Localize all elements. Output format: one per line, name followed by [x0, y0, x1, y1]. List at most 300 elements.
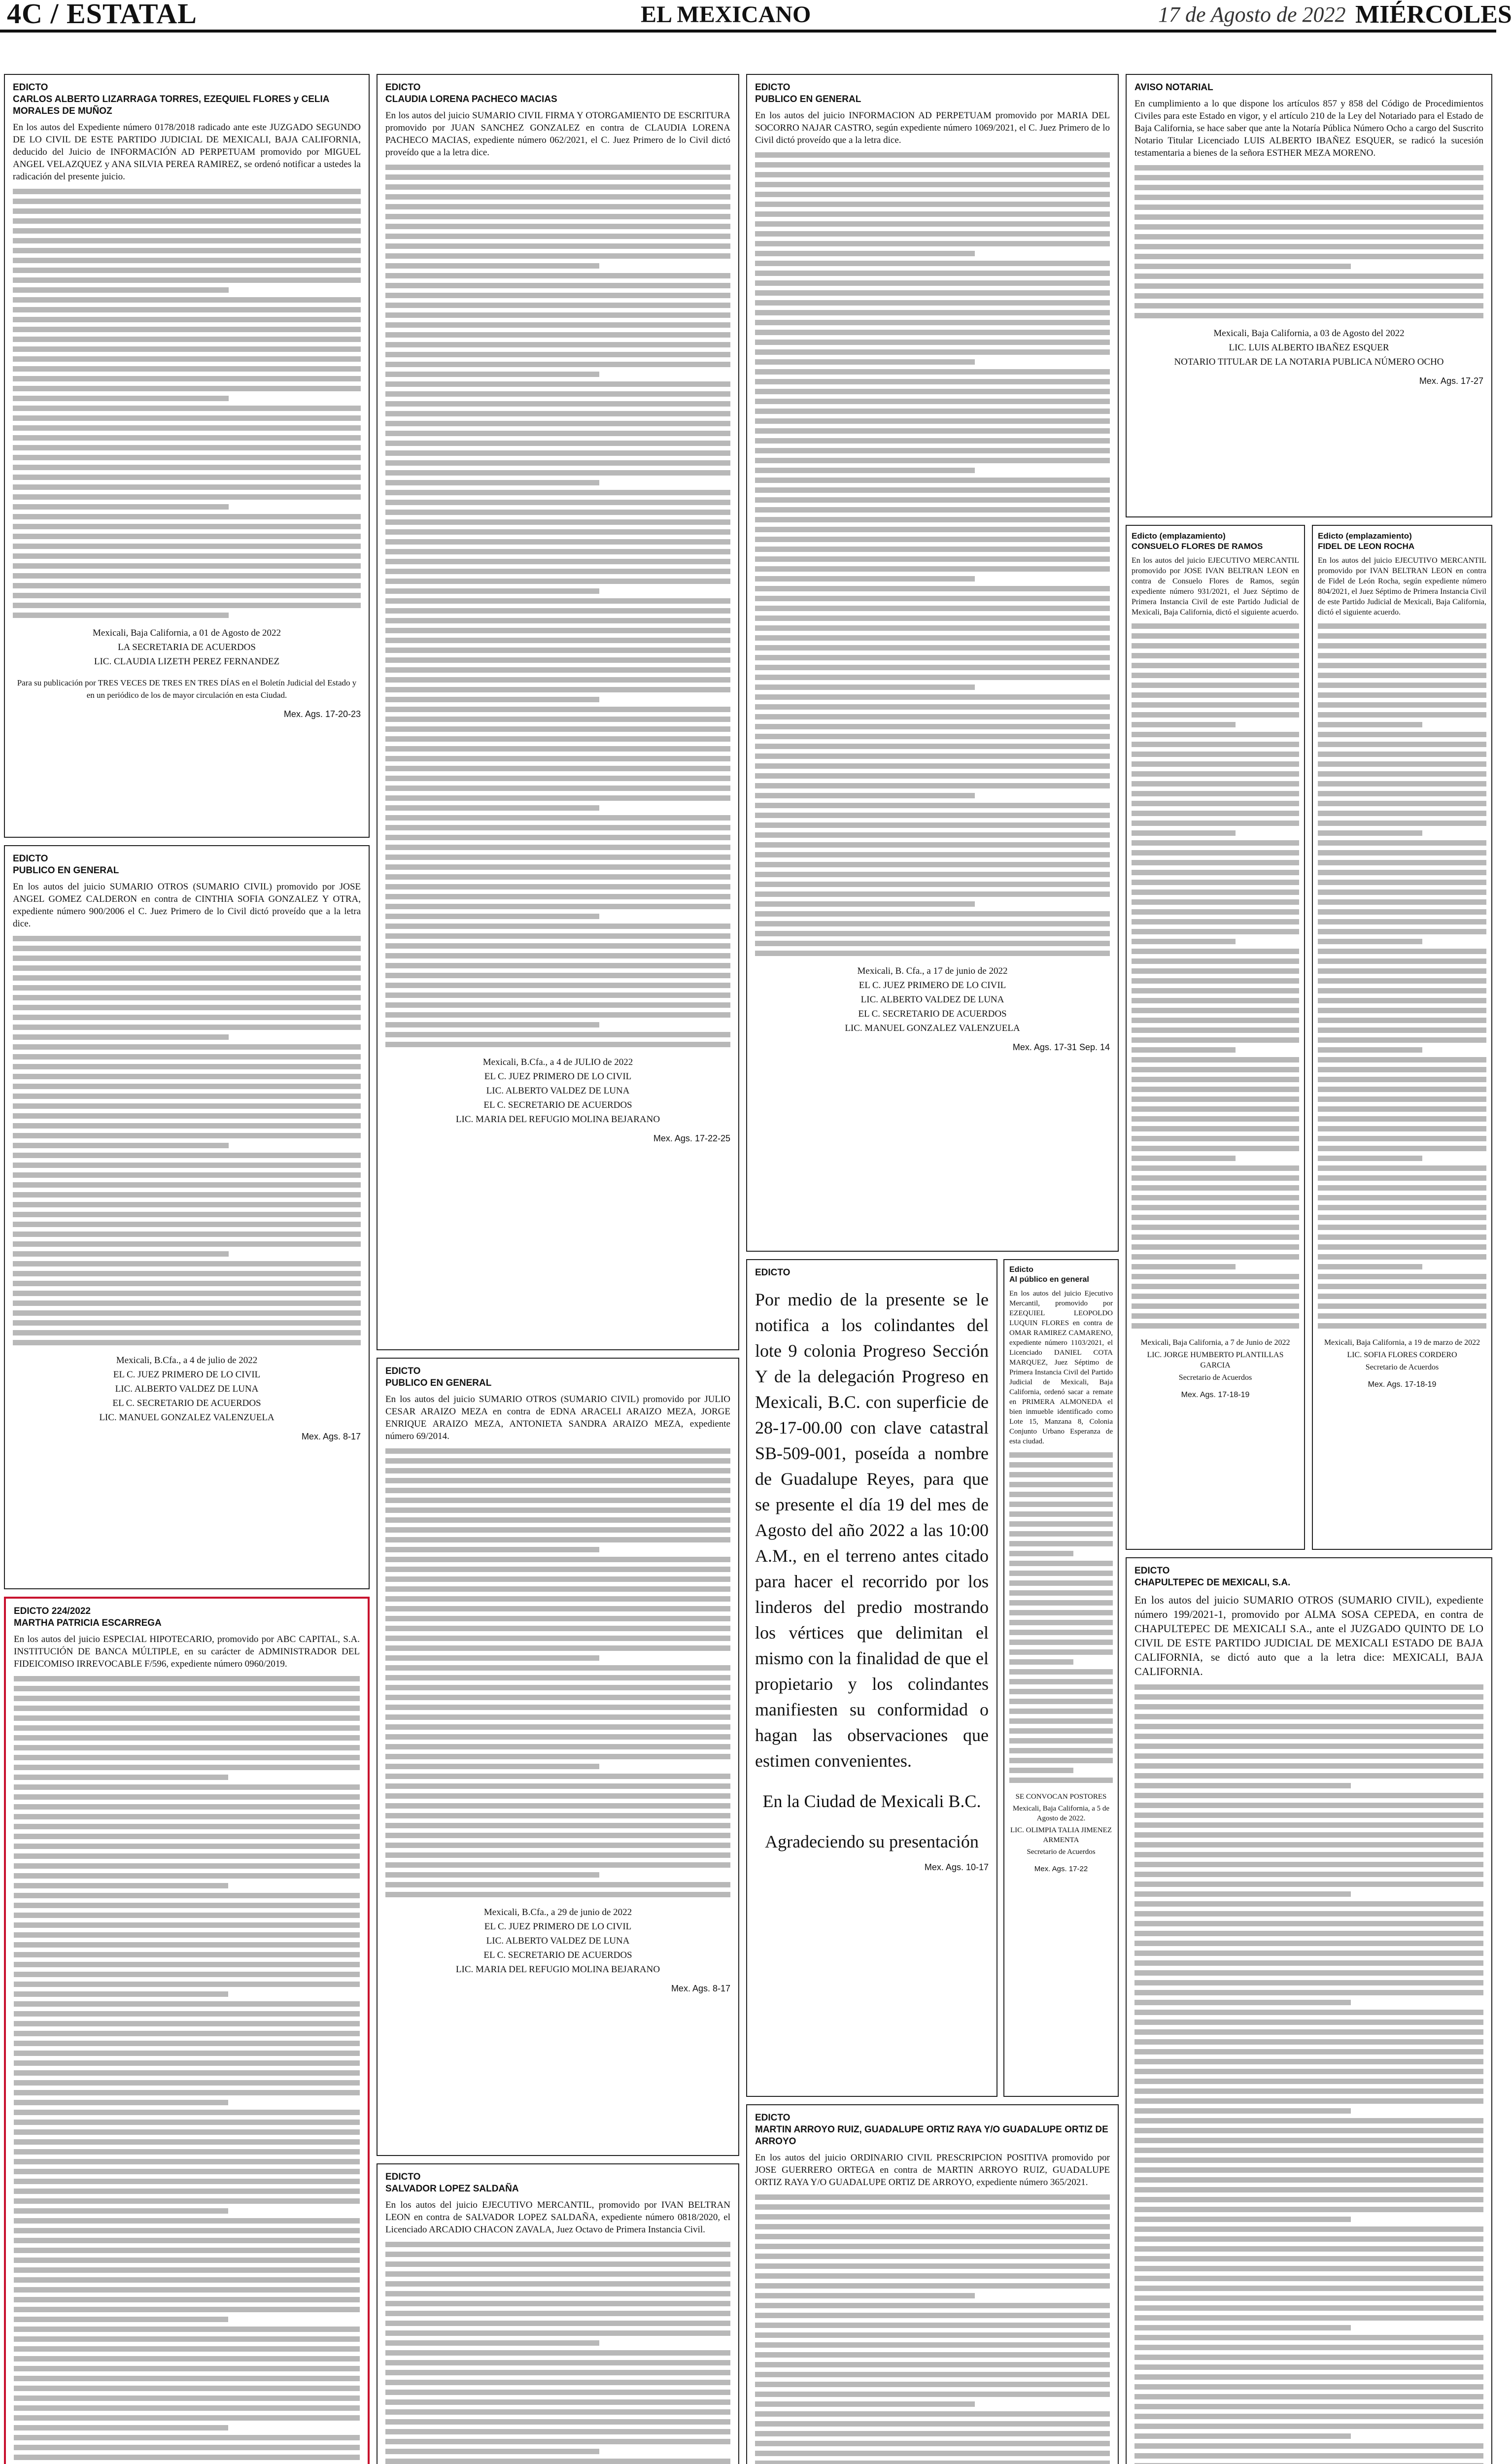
text-line — [385, 2330, 730, 2336]
text-line — [1009, 1699, 1113, 1704]
text-line — [1132, 771, 1299, 777]
text-line — [1009, 1659, 1073, 1665]
text-line — [755, 566, 1110, 572]
text-line — [13, 985, 361, 991]
text-line — [755, 340, 1110, 345]
text-line — [14, 2455, 360, 2460]
text-line — [1132, 702, 1299, 708]
text-line — [1132, 1185, 1299, 1191]
text-line — [13, 593, 361, 598]
text-line — [13, 613, 229, 618]
text-line — [755, 901, 975, 907]
text-line — [13, 1271, 361, 1276]
text-line — [1318, 1284, 1486, 1289]
text-line — [1132, 850, 1299, 856]
text-line — [755, 330, 1110, 335]
text-line — [1318, 1313, 1486, 1319]
notice-header: Edicto (emplazamiento) FIDEL DE LEON ROCHA — [1318, 531, 1415, 551]
text-line — [13, 337, 361, 342]
text-line — [14, 1715, 360, 1721]
text-line — [755, 675, 1110, 680]
text-line — [1009, 1551, 1073, 1556]
text-line — [385, 835, 730, 840]
text-line — [1134, 205, 1483, 210]
text-line — [755, 753, 1110, 759]
text-line — [1009, 1482, 1113, 1487]
text-line — [1134, 1813, 1483, 1818]
text-line — [1134, 2128, 1483, 2133]
text-line — [1132, 1146, 1299, 1151]
text-line — [13, 287, 229, 293]
text-line — [1132, 643, 1299, 649]
text-line — [13, 248, 361, 253]
text-line — [385, 1576, 730, 1582]
notice-closing: Mexicali, B. Cfa., a 17 de junio de 2022 EL C. JUEZ PRIMERO DE LO CIVIL LIC. ALBERTO VALDEZ DE LUNA EL C. SECRETARIO DE ACUERDOS LIC. MANUEL GONZALEZ VALENZUELA — [845, 966, 1020, 1033]
text-line — [1009, 1472, 1113, 1477]
text-line — [13, 1113, 361, 1119]
text-line — [13, 965, 361, 971]
notice-body: En los autos del juicio INFORMACION AD PERPETUAM promovido por MARIA DEL SOCORRO NAJAR CASTRO, según expediente número 1069/2021, el C. Juez Primero de lo Civil dictó proveído que a la letra dice. — [755, 110, 1110, 145]
text-line — [14, 1952, 360, 1957]
notice-closing: Mexicali, B.Cfa., a 4 de julio de 2022 EL C. JUEZ PRIMERO DE LO CIVIL LIC. ALBERTO VALDEZ DE LUNA EL C. SECRETARIO DE ACUERDOS LIC. MANUEL GONZALEZ VALENZUELA — [99, 1355, 275, 1423]
notice-large-text: Por medio de la presente se le notifica a los colindantes del lote 9 colonia Progreso Sección Y de la delegación Progreso en Mexicali, B.C. con superficie de 28-17-00.00 con clave catastral SB-509-001, poseída a nombre de Guadalupe Reyes, para que se presente el día 19 del mes de Agosto del año 2022 a las 10:00 A.M., en el terreno antes citado para hacer el recorrido por los linderos del predio mostrando los vértices que delimitan el mismo con la finalidad de que el propietario y los colindantes manifiesten su conformidad o hagan las observaciones que estimen convenientes. En la Ciudad de Mexicali B.C. Agradeciendo su presentación — [755, 1290, 989, 1851]
text-line — [1318, 752, 1486, 757]
notice-closing: Mexicali, Baja California, a 7 de Junio de 2022 LIC. JORGE HUMBERTO PLANTILLAS GARCIA Secretario de Acuerdos — [1140, 1338, 1290, 1382]
notice-header: EDICTO MARTIN ARROYO RUIZ, GUADALUPE ORTIZ RAYA Y/O GUADALUPE ORTIZ DE ARROYO — [755, 2113, 1108, 2147]
notice-text-lines — [755, 152, 1110, 956]
text-line — [755, 694, 1110, 700]
text-line — [1318, 1037, 1486, 1043]
text-line — [385, 2350, 730, 2356]
text-line — [385, 194, 730, 200]
text-line — [13, 1025, 361, 1030]
text-line — [13, 1241, 361, 1247]
text-line — [385, 2399, 730, 2405]
text-line — [385, 657, 730, 663]
text-line — [1134, 165, 1483, 171]
text-line — [755, 842, 1110, 848]
text-line — [13, 553, 361, 559]
text-line — [1134, 2424, 1483, 2429]
text-line — [1134, 1684, 1483, 1690]
text-line — [385, 618, 730, 623]
text-line — [385, 480, 599, 485]
text-line — [385, 1527, 730, 1533]
text-line — [755, 517, 1110, 522]
text-line — [1134, 1980, 1483, 1985]
notice-header: EDICTO CARLOS ALBERTO LIZARRAGA TORRES, EZEQUIEL FLORES y CELIA MORALES DE MUÑOZ — [13, 82, 329, 116]
text-line — [385, 362, 730, 367]
text-line — [385, 1626, 730, 1631]
text-line — [1134, 1901, 1483, 1907]
text-line — [1134, 1951, 1483, 1956]
text-line — [385, 450, 730, 456]
text-line — [13, 946, 361, 951]
text-line — [385, 1517, 730, 1523]
text-line — [13, 445, 361, 450]
text-line — [1134, 1694, 1483, 1700]
text-line — [755, 438, 1110, 444]
text-line — [14, 1982, 360, 1987]
text-line — [13, 1182, 361, 1188]
text-line — [385, 234, 730, 239]
notice-box — [377, 74, 739, 1350]
text-line — [385, 1488, 730, 1493]
text-line — [1132, 663, 1299, 668]
text-line — [14, 2041, 360, 2046]
text-line — [385, 1468, 730, 1473]
text-line — [14, 1962, 360, 1967]
text-line — [755, 635, 1110, 641]
text-line — [1132, 1096, 1299, 1102]
text-line — [1318, 1047, 1422, 1053]
text-line — [1132, 1323, 1299, 1329]
text-line — [1009, 1758, 1113, 1763]
text-line — [14, 2228, 360, 2233]
text-line — [755, 2303, 1110, 2308]
notice-header: Edicto Al público en general — [1009, 1266, 1089, 1284]
notice-header: EDICTO CHAPULTEPEC DE MEXICALI, S.A. — [1134, 1566, 1291, 1588]
text-line — [1134, 2266, 1483, 2271]
notice-ref: Mex. Ags. 17-18-19 — [1181, 1391, 1250, 1399]
text-line — [13, 1044, 361, 1050]
text-line — [1009, 1630, 1113, 1635]
text-line — [1009, 1649, 1113, 1655]
text-line — [1134, 2187, 1483, 2192]
text-line — [385, 253, 730, 259]
text-line — [385, 569, 730, 574]
text-line — [13, 1330, 361, 1335]
text-line — [1318, 1185, 1486, 1191]
text-line — [755, 389, 1110, 394]
text-line — [1318, 1146, 1486, 1151]
text-line — [1132, 683, 1299, 688]
notice-body: En los autos del juicio EJECUTIVO MERCANTIL, promovido por IVAN BELTRAN LEON en contra de SALVADOR LOPEZ SALDAÑA, expediente número 0818/2020, el Licenciado ARCADIO CHACON ZAVALA, Juez Octavo de Primera Instancia Civil. — [385, 2200, 730, 2235]
text-line — [385, 1507, 730, 1513]
text-line — [755, 507, 1110, 513]
text-line — [385, 795, 730, 801]
text-line — [385, 1616, 730, 1621]
text-line — [1318, 1027, 1486, 1033]
notice-box-highlighted — [4, 1597, 370, 2464]
text-line — [755, 241, 1110, 246]
text-line — [385, 529, 730, 535]
text-line — [1132, 811, 1299, 816]
text-line — [13, 435, 361, 441]
text-line — [1009, 1718, 1113, 1724]
text-line — [1318, 821, 1486, 826]
notice-header: EDICTO SALVADOR LOPEZ SALDAÑA — [385, 2172, 519, 2194]
text-line — [13, 583, 361, 588]
text-line — [1134, 1852, 1483, 1857]
notice-ref: Mex. Ags. 8-17 — [671, 1984, 730, 1993]
text-line — [13, 1212, 361, 1217]
text-line — [755, 2431, 1110, 2436]
text-line — [13, 1261, 361, 1266]
text-line — [755, 192, 1110, 197]
text-line — [14, 2346, 360, 2352]
notice-header: AVISO NOTARIAL — [1134, 82, 1213, 93]
text-line — [1134, 1882, 1483, 1887]
text-line — [14, 1883, 228, 1888]
text-line — [755, 2273, 1110, 2279]
notice-box — [4, 74, 370, 838]
text-line — [385, 667, 730, 673]
text-line — [14, 1775, 228, 1780]
text-line — [385, 983, 730, 988]
text-line — [385, 332, 730, 338]
text-line — [385, 2449, 599, 2454]
notice-closing: Mexicali, Baja California, a 01 de Agosto de 2022 LA SECRETARIA DE ACUERDOS LIC. CLAUDIA LIZETH PEREZ FERNANDEZ — [92, 628, 281, 667]
text-line — [1134, 2226, 1483, 2232]
text-line — [14, 2110, 360, 2115]
text-line — [14, 2120, 360, 2125]
text-line — [13, 1153, 361, 1158]
text-line — [385, 1557, 730, 1562]
text-line — [1134, 2256, 1483, 2261]
text-line — [1132, 732, 1299, 737]
text-line — [1318, 791, 1486, 796]
text-line — [1318, 1175, 1486, 1181]
text-line — [385, 2390, 730, 2395]
text-line — [1318, 633, 1486, 639]
text-line — [1132, 968, 1299, 974]
text-line — [1132, 1264, 1236, 1269]
text-line — [14, 1686, 360, 1691]
text-line — [385, 391, 730, 397]
text-line — [1132, 1294, 1299, 1299]
text-line — [1318, 811, 1486, 816]
text-line — [1132, 1136, 1299, 1141]
notice-ref: Mex. Ags. 10-17 — [924, 1862, 989, 1872]
notice-body: En los autos del juicio SUMARIO OTROS (SUMARIO CIVIL) promovido por JOSE ANGEL GOMEZ CALDERON en contra de CINTHIA SOFIA GONZALEZ Y OTRA, expediente número 900/2006 el C. Juez Primero de lo Civil dictó proveído que a la letra dice. — [13, 882, 361, 929]
text-line — [755, 231, 1110, 237]
text-line — [1134, 2000, 1351, 2005]
text-line — [755, 2382, 1110, 2387]
text-line — [14, 1735, 360, 1741]
text-line — [755, 862, 1110, 867]
notice-closing: SE CONVOCAN POSTORES Mexicali, Baja California, a 5 de Agosto de 2022. LIC. OLIMPIA TALIA JIMENEZ ARMENTA Secretario de Acuerdos — [1010, 1793, 1112, 1856]
text-line — [385, 2370, 730, 2375]
text-line — [755, 221, 1110, 227]
notice-text-lines — [385, 1448, 730, 1897]
text-line — [1132, 653, 1299, 658]
text-line — [755, 2362, 1110, 2367]
text-line — [1318, 870, 1486, 875]
text-line — [385, 1022, 599, 1027]
text-line — [385, 1547, 599, 1552]
text-line — [1134, 254, 1483, 259]
section-title: 4C / ESTATAL — [7, 0, 197, 30]
text-line — [13, 936, 361, 941]
text-line — [755, 379, 1110, 384]
text-line — [1132, 840, 1299, 846]
text-line — [755, 448, 1110, 453]
text-line — [13, 297, 361, 303]
text-line — [14, 2258, 360, 2263]
text-line — [13, 1291, 361, 1296]
text-line — [385, 1705, 730, 1710]
text-line — [385, 273, 730, 278]
text-line — [755, 803, 1110, 808]
text-line — [385, 1833, 730, 1838]
text-line — [14, 2277, 360, 2283]
text-line — [1132, 860, 1299, 865]
notice-body: En cumplimiento a lo que dispone los artículos 857 y 858 del Código de Procedimientos Civiles para este Estado en vigor, y el artículo 210 de la Ley del Notariado para el Estado de Baja California, se hace saber que ante la Notaría Pública Número Ocho a cargo del Suscrito Notario Titular Licenciado LUIS ALBERTO IBAÑEZ ESQUER, se radicó la sucesión testamentaria a bienes de la señora ESTHER MEZA MORENO. — [1134, 99, 1483, 158]
text-line — [1132, 1313, 1299, 1319]
text-line — [1318, 653, 1486, 658]
text-line — [755, 2224, 1110, 2229]
notice-ref: Mex. Ags. 17-31 Sep. 14 — [1012, 1042, 1110, 1052]
text-line — [13, 1094, 361, 1099]
text-line — [1318, 623, 1486, 629]
text-line — [1132, 939, 1236, 944]
text-line — [1009, 1502, 1113, 1507]
text-line — [385, 2311, 730, 2316]
text-line — [1132, 830, 1236, 836]
text-line — [13, 1064, 361, 1069]
text-line — [755, 2441, 1110, 2446]
notice-note: Para su publicación por TRES VECES DE TRES EN TRES DÍAS en el Boletín Judicial del Estado y en un periódico de los de mayor circulación en esta Ciudad. — [17, 678, 357, 700]
text-line — [14, 2051, 360, 2056]
text-line — [755, 2421, 1110, 2427]
text-line — [385, 736, 730, 742]
text-line — [755, 822, 1110, 828]
text-line — [755, 310, 1110, 315]
text-line — [755, 596, 1110, 601]
text-line — [385, 2271, 730, 2277]
text-line — [385, 1872, 599, 1878]
text-line — [1318, 978, 1486, 984]
text-line — [385, 1675, 730, 1680]
text-line — [14, 1755, 360, 1760]
text-line — [14, 2070, 360, 2076]
text-line — [13, 1172, 361, 1178]
notice-text-lines — [1318, 623, 1486, 1329]
notice-body: En los autos del juicio Ejecutivo Mercantil, promovido por EZEQUIEL LEOPOLDO LUQUIN FLORES en contra de OMAR RAMIREZ CAMARENO, expediente número 1103/2021, el Licenciado DANIEL COTA MARQUEZ, Juez Séptimo de Primera Instancia Civil del Partido Judicial de Mexicali, Baja California, ordenó sacar a remate en PRIMERA ALMONEDA el bien inmueble identificado como Lote 15, Manzana 8, Colonia Conjunto Urbano Esperanza de esta ciudad. — [1009, 1290, 1113, 1445]
notice-text-lines — [755, 2194, 1110, 2464]
text-line — [755, 714, 1110, 719]
notice-box — [377, 2163, 739, 2464]
text-line — [1132, 722, 1236, 727]
text-line — [755, 2283, 1110, 2289]
text-line — [385, 500, 730, 505]
text-line — [14, 2425, 228, 2430]
text-line — [1134, 1960, 1483, 1966]
text-line — [1132, 919, 1299, 924]
text-line — [1134, 2138, 1483, 2143]
text-line — [14, 2179, 360, 2184]
text-line — [1132, 1067, 1299, 1072]
text-line — [1134, 244, 1483, 249]
text-line — [385, 460, 730, 466]
text-line — [1134, 175, 1483, 180]
text-line — [755, 2293, 975, 2298]
text-line — [385, 184, 730, 190]
text-line — [1134, 224, 1483, 230]
text-line — [1318, 1106, 1486, 1112]
text-line — [1134, 1783, 1351, 1788]
text-line — [1318, 692, 1486, 698]
text-line — [1134, 2335, 1483, 2340]
text-line — [385, 2321, 730, 2326]
issue-date: 17 de Agosto de 2022 — [1158, 2, 1346, 27]
text-line — [1318, 801, 1486, 806]
text-line — [1132, 1156, 1236, 1161]
text-line — [1318, 1254, 1486, 1260]
text-line — [1134, 2207, 1483, 2212]
text-line — [755, 487, 1110, 493]
text-line — [13, 1192, 361, 1198]
text-line — [13, 1133, 361, 1138]
text-line — [755, 497, 1110, 503]
text-line — [1134, 2443, 1483, 2449]
text-line — [1132, 978, 1299, 984]
text-line — [1318, 722, 1422, 727]
text-line — [1134, 2246, 1483, 2252]
text-line — [755, 665, 1110, 670]
text-line — [385, 1744, 730, 1749]
text-line — [1134, 1842, 1483, 1848]
text-line — [385, 243, 730, 249]
notice-header: EDICTO CLAUDIA LORENA PACHECO MACIAS — [385, 82, 557, 104]
text-line — [1132, 1087, 1299, 1092]
text-line — [755, 2244, 1110, 2249]
text-line — [755, 2342, 1110, 2348]
text-line — [1318, 939, 1422, 944]
text-line — [1134, 234, 1483, 240]
text-line — [755, 2401, 975, 2407]
text-line — [1134, 2315, 1483, 2321]
text-line — [13, 524, 361, 529]
text-line — [385, 805, 599, 811]
text-line — [385, 1606, 730, 1611]
text-line — [1318, 958, 1486, 964]
text-line — [385, 648, 730, 653]
text-line — [13, 484, 361, 490]
text-line — [13, 1222, 361, 1227]
text-line — [755, 931, 1110, 936]
text-line — [13, 1340, 361, 1345]
text-line — [385, 2281, 730, 2287]
text-line — [385, 549, 730, 554]
text-line — [13, 1281, 361, 1286]
text-line — [1318, 1018, 1486, 1023]
text-line — [1318, 880, 1486, 885]
text-line — [1132, 781, 1299, 787]
text-line — [1134, 2355, 1483, 2360]
text-line — [1132, 899, 1299, 905]
text-line — [1134, 2148, 1483, 2153]
text-line — [1134, 1911, 1483, 1916]
text-line — [385, 2252, 730, 2257]
text-line — [1318, 1195, 1486, 1200]
text-line — [385, 1636, 730, 1641]
text-line — [385, 1655, 599, 1661]
text-line — [385, 855, 730, 860]
notice-ref: Mex. Ags. 17-20-23 — [283, 709, 361, 719]
text-line — [385, 786, 730, 791]
text-line — [14, 1814, 360, 1819]
text-line — [1132, 1106, 1299, 1112]
notice-box — [1126, 1557, 1492, 2464]
text-line — [385, 293, 730, 298]
text-line — [385, 726, 730, 732]
text-line — [1009, 1689, 1113, 1694]
text-line — [1318, 1244, 1486, 1250]
text-line — [1134, 1773, 1483, 1779]
text-line — [755, 2313, 1110, 2318]
